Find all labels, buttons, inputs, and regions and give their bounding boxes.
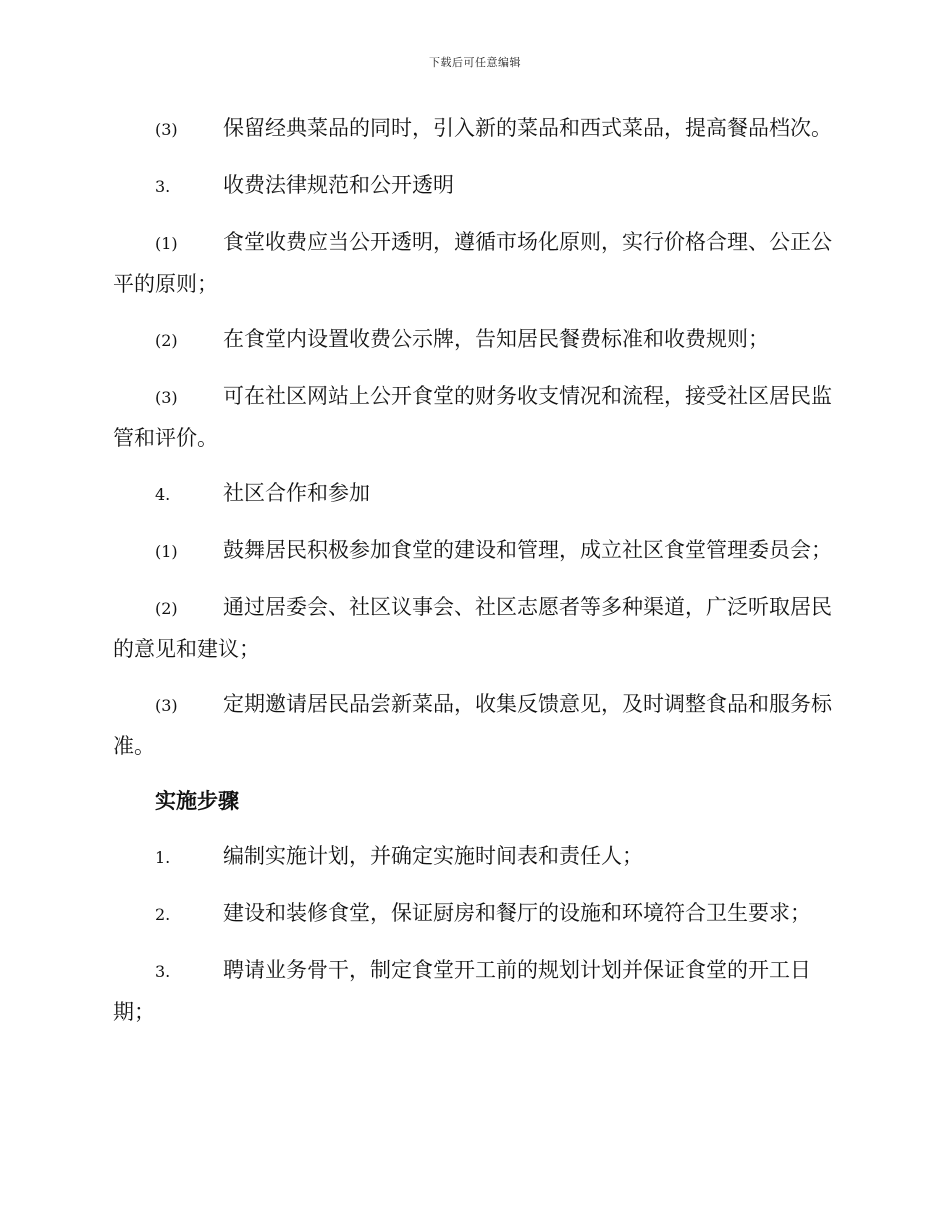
paragraph	[113, 473, 837, 515]
item-number: (2)	[155, 599, 178, 618]
item-text: 建设和装修食堂，保证厨房和餐厅的设施和环境符合卫生要求；	[223, 901, 811, 925]
paragraph	[113, 893, 837, 935]
item-text: 可在社区网站上公开食堂的财务收支情况和流程，接受社区居民监管和评价。	[113, 384, 832, 450]
item-number: (3)	[155, 388, 178, 407]
item-text: 定期邀请居民品尝新菜品，收集反馈意见，及时调整食品和服务标准。	[113, 692, 832, 758]
item-text: 鼓舞居民积极参加食堂的建设和管理，成立社区食堂管理委员会；	[223, 538, 832, 562]
item-text: 通过居委会、社区议事会、社区志愿者等多种渠道，广泛听取居民的意见和建议；	[113, 595, 832, 661]
item-number: 3.	[155, 177, 171, 196]
paragraph	[113, 222, 837, 304]
item-text: 社区合作和参加	[223, 481, 370, 505]
paragraph	[113, 165, 837, 207]
item-text: 在食堂内设置收费公示牌，告知居民餐费标准和收费规则；	[223, 327, 769, 351]
item-number: 4.	[155, 485, 171, 504]
paragraph	[113, 319, 837, 361]
paragraph	[113, 376, 837, 458]
item-number: 3.	[155, 962, 171, 981]
item-number: (2)	[155, 331, 178, 350]
paragraph	[113, 950, 837, 1032]
paragraph	[113, 530, 837, 572]
item-number: (1)	[155, 234, 178, 253]
item-text: 保留经典菜品的同时，引入新的菜品和西式菜品，提高餐品档次。	[223, 116, 832, 140]
item-text: 收费法律规范和公开透明	[223, 173, 454, 197]
section-heading: 实施步骤	[155, 788, 239, 813]
item-number: (3)	[155, 120, 178, 139]
item-number: 1.	[155, 848, 171, 867]
item-text: 食堂收费应当公开透明，遵循市场化原则，实行价格合理、公正公平的原则；	[113, 230, 832, 296]
paragraph	[113, 587, 837, 669]
paragraph	[113, 108, 837, 150]
item-number: (1)	[155, 542, 178, 561]
item-text: 编制实施计划，并确定实施时间表和责任人；	[223, 844, 643, 868]
item-number: (3)	[155, 696, 178, 715]
paragraph	[113, 836, 837, 878]
paragraph	[113, 684, 837, 766]
item-text: 聘请业务骨干，制定食堂开工前的规划计划并保证食堂的开工日期；	[113, 958, 811, 1024]
item-number: 2.	[155, 905, 171, 924]
page-header: 下载后可任意编辑	[429, 56, 521, 69]
document-body	[113, 108, 837, 1047]
